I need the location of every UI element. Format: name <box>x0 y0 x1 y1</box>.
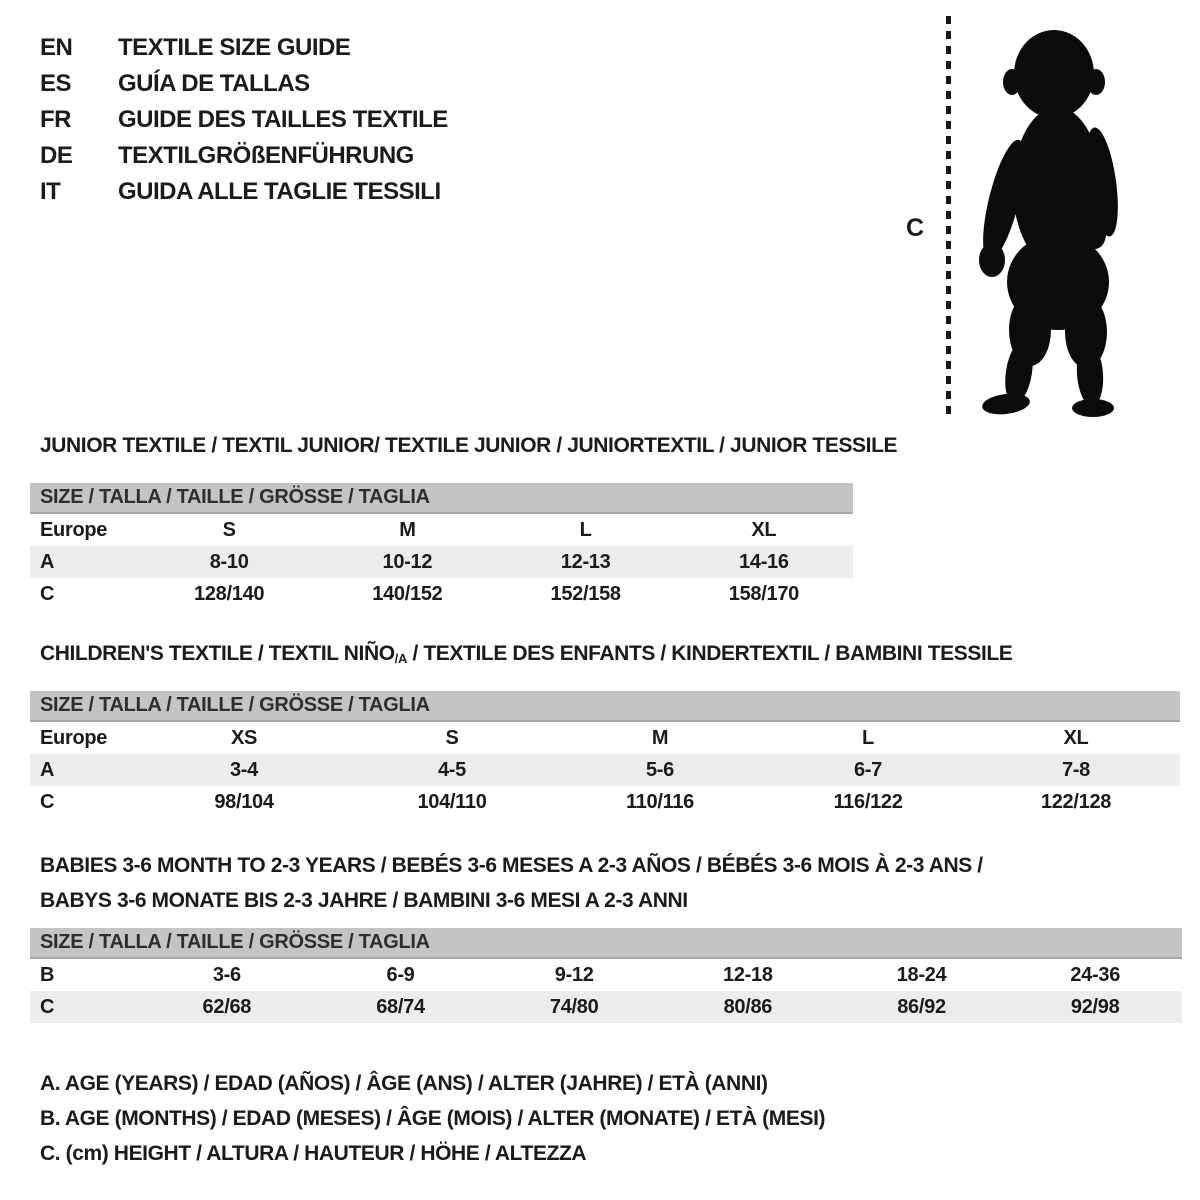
table-cell: 8-10 <box>209 551 249 573</box>
legend-line-b: B. AGE (MONTHS) / EDAD (MESES) / ÂGE (MOIS) / ALTER (MONATE) / ETÀ (MESI) <box>40 1107 826 1130</box>
table-cell: 12-13 <box>560 551 611 573</box>
table-cell: 98/104 <box>214 791 274 813</box>
height-measure-dashed-line <box>946 16 951 416</box>
row-label: C <box>40 583 55 605</box>
babies-title-line2: BABYS 3-6 MONATE BIS 2-3 JAHRE / BAMBINI 3-6 MESI A 2-3 ANNI <box>40 889 688 912</box>
language-title: GUIDE DES TAILLES TEXTILE <box>118 106 448 133</box>
language-code: ES <box>40 70 72 97</box>
children-size-table <box>30 691 1180 818</box>
table-cell: 104/110 <box>417 791 487 813</box>
table-row <box>30 546 853 578</box>
language-title: GUIDA ALLE TAGLIE TESSILI <box>118 178 441 205</box>
table-cell: 74/80 <box>549 996 599 1018</box>
table-cell: 3-6 <box>212 964 241 986</box>
children-title-suffix: / TEXTILE DES ENFANTS / KINDERTEXTIL / BAMBINI TESSILE <box>407 642 1013 665</box>
table-row <box>30 959 1182 991</box>
legend-line-a: A. AGE (YEARS) / EDAD (AÑOS) / ÂGE (ANS) / ALTER (JAHRE) / ETÀ (ANNI) <box>40 1072 768 1095</box>
table-cell: 12-18 <box>723 964 773 986</box>
table-row <box>30 991 1182 1023</box>
babies-size-table <box>30 928 1182 1023</box>
table-cell: 6-9 <box>386 964 415 986</box>
language-code: EN <box>40 34 73 61</box>
size-header-bar: SIZE / TALLA / TAILLE / GRÖSSE / TAGLIA <box>30 691 1180 722</box>
toddler-silhouette-icon <box>962 22 1147 420</box>
table-cell: 86/92 <box>897 996 946 1018</box>
row-label: C <box>40 791 55 813</box>
table-cell: 10-12 <box>382 551 433 573</box>
table-cell: XL <box>1063 727 1089 749</box>
table-cell: 24-36 <box>1070 964 1121 986</box>
table-cell: M <box>399 519 416 541</box>
row-label: Europe <box>40 727 108 749</box>
table-cell: 128/140 <box>194 583 265 605</box>
language-row <box>40 138 448 174</box>
children-title-prefix: CHILDREN'S TEXTILE / TEXTIL NIÑO <box>40 642 395 665</box>
table-row <box>30 786 1180 818</box>
table-row <box>30 578 853 610</box>
table-cell: 3-4 <box>229 759 258 781</box>
table-cell: S <box>445 727 459 749</box>
table-cell: L <box>862 727 874 749</box>
language-row <box>40 102 448 138</box>
table-cell: 92/98 <box>1070 996 1120 1018</box>
table-row <box>30 754 1180 786</box>
language-code: IT <box>40 178 61 205</box>
babies-table-title <box>40 848 983 918</box>
table-cell: M <box>651 727 669 749</box>
row-label: A <box>40 551 55 573</box>
measure-c-label: C <box>906 214 925 242</box>
table-cell: 158/170 <box>728 583 799 605</box>
table-cell: XL <box>751 519 777 541</box>
table-cell: 140/152 <box>372 583 443 605</box>
row-label: C <box>40 996 55 1018</box>
language-title: TEXTILE SIZE GUIDE <box>118 34 351 61</box>
table-cell: 7-8 <box>1061 759 1090 781</box>
children-title-subscript: /A <box>394 651 408 666</box>
language-row <box>40 66 448 102</box>
table-cell: 116/122 <box>833 791 903 813</box>
table-cell: XS <box>230 727 258 749</box>
table-cell: 122/128 <box>1040 791 1112 813</box>
language-row <box>40 30 448 66</box>
babies-title-line1: BABIES 3-6 MONTH TO 2-3 YEARS / BEBÉS 3-6 MESES A 2-3 AÑOS / BÉBÉS 3-6 MOIS À 2-3 ANS / <box>40 854 983 877</box>
language-title: TEXTILGRÖßENFÜHRUNG <box>118 142 414 169</box>
table-cell: 9-12 <box>554 964 594 986</box>
children-table-title <box>40 642 1012 668</box>
table-cell: S <box>222 519 236 541</box>
language-title: GUÍA DE TALLAS <box>118 70 310 97</box>
language-row <box>40 174 448 210</box>
size-header-bar: SIZE / TALLA / TAILLE / GRÖSSE / TAGLIA <box>30 483 853 514</box>
row-label: B <box>40 964 55 986</box>
language-code: DE <box>40 142 73 169</box>
table-cell: 5-6 <box>645 759 674 781</box>
table-row <box>30 722 1180 754</box>
junior-table-title: JUNIOR TEXTILE / TEXTIL JUNIOR/ TEXTILE JUNIOR / JUNIORTEXTIL / JUNIOR TESSILE <box>40 434 898 457</box>
row-label: A <box>40 759 55 781</box>
row-label: Europe <box>40 519 108 541</box>
table-cell: 110/116 <box>626 791 694 813</box>
table-cell: 152/158 <box>550 583 621 605</box>
junior-size-table <box>30 483 853 610</box>
table-cell: 4-5 <box>437 759 466 781</box>
table-cell: 62/68 <box>202 996 252 1018</box>
language-title-list <box>40 30 448 210</box>
table-cell: 14-16 <box>739 551 789 573</box>
table-cell: L <box>579 519 592 541</box>
language-code: FR <box>40 106 71 133</box>
measurement-legend <box>40 1066 825 1171</box>
size-header-bar: SIZE / TALLA / TAILLE / GRÖSSE / TAGLIA <box>30 928 1182 959</box>
table-cell: 18-24 <box>896 964 947 986</box>
table-cell: 6-7 <box>853 759 882 781</box>
table-row <box>30 514 853 546</box>
table-cell: 80/86 <box>723 996 773 1018</box>
table-cell: 68/74 <box>376 996 425 1018</box>
legend-line-c: C. (cm) HEIGHT / ALTURA / HAUTEUR / HÖHE / ALTEZZA <box>40 1142 587 1165</box>
